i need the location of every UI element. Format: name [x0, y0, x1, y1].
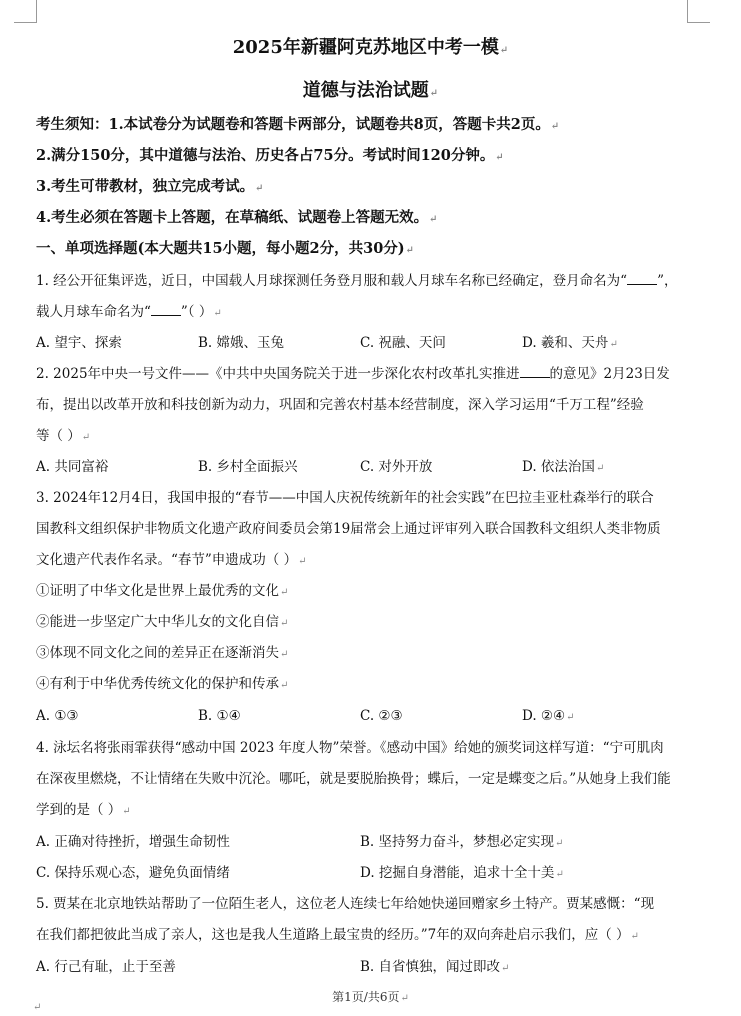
q2-option-c: C. 对外开放 [360, 459, 433, 475]
q4-line-1: 4. 泳坛名将张雨霏获得“感动中国 2023 年度人物”荣誉。《感动中国》给她的颁奖词这样写道：“宁可肌肉 [36, 740, 664, 756]
q3-line-3: 文化遗产代表作名录。“春节”申遗成功（ ）↵ [36, 552, 307, 568]
q2-line-1: 2. 2025年中央一号文件——《中共中央国务院关于进一步深化农村改革扎实推进 的意见》2月23日发 [36, 366, 670, 382]
q5-line-2: 在我们都把彼此当成了亲人，这也是我人生道路上最宝贵的经历。”7年的双向奔赴启示我们，应（ ）↵ [36, 927, 639, 943]
q5-option-b: B. 自省慎独，闻过即改↵ [360, 959, 510, 975]
note-3: 3.考生可带教材，独立完成考试。↵ [36, 178, 264, 195]
q3-option-d: D. ②④↵ [522, 708, 575, 724]
page-footer: 第1页/共6页↵ [332, 990, 409, 1004]
q1-option-b: B. 嫦娥、玉兔 [198, 335, 285, 351]
q3-option-b: B. ①④ [198, 708, 241, 724]
q3-statement-3: ③体现不同文化之间的差异正在逐渐消失↵ [36, 645, 289, 661]
q2-option-d: D. 依法治国↵ [522, 459, 605, 475]
note-2: 2.满分150分，其中道德与法治、历史各占75分。考试时间120分钟。↵ [36, 147, 504, 164]
crop-mark-top-left [14, 0, 37, 23]
answer-blank [151, 303, 181, 316]
q2-line-3: 等（ ）↵ [36, 428, 91, 444]
q1-line-2: 载人月球车命名为“ ”（ ）↵ [36, 304, 222, 320]
q1-option-c: C. 祝融、天问 [360, 335, 446, 351]
q3-option-c: C. ②③ [360, 708, 403, 724]
q3-statement-1: ①证明了中华文化是世界上最优秀的文化↵ [36, 583, 289, 599]
q3-line-1: 3. 2024年12月4日，我国申报的“春节——中国人庆祝传统新年的社会实践”在巴拉圭亚杜森举行的联合 [36, 490, 654, 506]
section-heading: 一、单项选择题(本大题共15小题，每小题2分，共30分)↵ [36, 240, 415, 257]
q3-line-2: 国教科文组织保护非物质文化遗产政府间委员会第19届常会上通过评审列入联合国教科文组织人类非物质 [36, 521, 661, 537]
page-title: 2025年新疆阿克苏地区中考一模↵ [232, 37, 509, 58]
q2-option-b: B. 乡村全面振兴 [198, 459, 298, 475]
note-1: 考生须知：1.本试卷分为试题卷和答题卡两部分，试题卷共8页，答题卡共2页。↵ [36, 116, 560, 133]
q4-option-a: A. 正确对待挫折，增强生命韧性 [36, 834, 230, 850]
note-4: 4.考生必须在答题卡上答题，在草稿纸、试题卷上答题无效。↵ [36, 209, 438, 226]
answer-blank [627, 272, 657, 285]
q4-option-b: B. 坚持努力奋斗，梦想必定实现↵ [360, 834, 564, 850]
q1-option-a: A. 望宇、探索 [36, 335, 122, 351]
q2-option-a: A. 共同富裕 [36, 459, 109, 475]
q5-line-1: 5. 贾某在北京地铁站帮助了一位陌生老人，这位老人连续七年给她快递回赠家乡土特产。贾某感慨：“现 [36, 896, 655, 912]
q2-line-2: 布，提出以改革开放和科技创新为动力，巩固和完善农村基本经营制度，深入学习运用“千万工程”经验 [36, 397, 644, 413]
page-subtitle: 道德与法治试题↵ [302, 80, 439, 101]
q3-statement-4: ④有利于中华优秀传统文化的保护和传承↵ [36, 676, 289, 692]
q4-line-2: 在深夜里燃烧，不让情绪在失败中沉沦。哪吒，就是要脱胎换骨；蝶后，一定是蝶变之后。”从她身上我们能 [36, 771, 671, 787]
answer-blank [520, 365, 550, 378]
crop-mark-top-right [687, 0, 710, 23]
q4-option-c: C. 保持乐观心态，避免负面情绪 [36, 865, 230, 881]
q4-line-3: 学到的是（ ）↵ [36, 802, 131, 818]
paragraph-mark: ↵ [33, 1002, 42, 1013]
q3-option-a: A. ①③ [36, 708, 79, 724]
q1-option-d: D. 羲和、天舟↵ [522, 335, 618, 351]
q5-option-a: A. 行己有耻，止于至善 [36, 959, 176, 975]
q1-line-1: 1. 经公开征集评选，近日，中国载人月球探测任务登月服和载人月球车名称已经确定，登月命名为“ ”， [36, 273, 678, 289]
q3-statement-2: ②能进一步坚定广大中华儿女的文化自信↵ [36, 614, 289, 630]
q4-option-d: D. 挖掘自身潜能，追求十全十美↵ [360, 865, 564, 881]
